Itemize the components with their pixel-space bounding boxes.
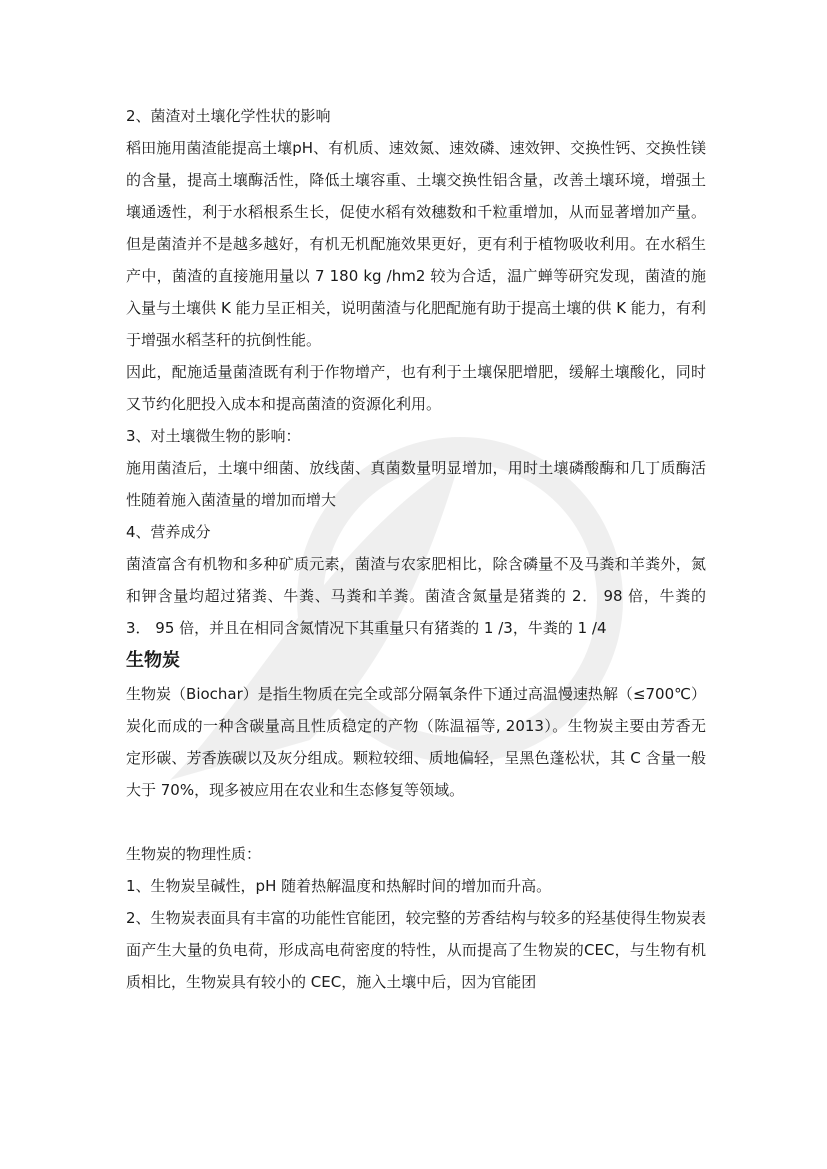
paragraph: 生物炭的物理性质： bbox=[126, 845, 262, 863]
paragraph: 1、生物炭呈碱性，pH 随着热解温度和热解时间的增加而升高。 bbox=[126, 877, 552, 895]
paragraph: 3、对土壤微生物的影响： bbox=[126, 427, 301, 445]
paragraph: 2、生物炭表面具有丰富的功能性官能团，较完整的芳香结构与较多的羟基使得生物炭表面产生大量的负电荷，形成高电荷密度的特性，从而提高了生物炭的CEC，与生物有机质相比，生物炭具有较小的 CEC，施入土壤中后，因为官能团 bbox=[126, 909, 706, 991]
paragraph: 菌渣富含有机物和多种矿质元素，菌渣与农家肥相比，除含磷量不及马粪和羊粪外，氮和钾含量均超过猪粪、牛粪、马粪和羊粪。菌渣含氮量是猪粪的 2． 98 倍，牛粪的 3． 95 倍，并且在相同含氮情况下其重量只有猪粪的 1 /3，牛粪的 1 /4 bbox=[126, 555, 706, 637]
paragraph: 施用菌渣后，土壤中细菌、放线菌、真菌数量明显增加，用时土壤磷酸酶和几丁质酶活性随着施入菌渣量的增加而增大 bbox=[126, 459, 706, 509]
section-heading: 生物炭 bbox=[126, 650, 180, 671]
document-body bbox=[126, 100, 706, 998]
paragraph: 稻田施用菌渣能提高土壤pH、有机质、速效氮、速效磷、速效钾、交换性钙、交换性镁的含量，提高土壤酶活性，降低土壤容重、土壤交换性铝含量，改善土壤环境，增强土壤通透性，利于水稻根系生长，促使水稻有效穗数和千粒重增加，从而显著增加产量。但是菌渣并不是越多越好，有机无机配施效果更好，更有利于植物吸收利用。在水稻生产中，菌渣的直接施用量以 7 180 kg /hm2 较为合适，温广蝉等研究发现，菌渣的施入量与土壤供 K 能力呈正相关，说明菌渣与化肥配施有助于提高土壤的供 K 能力，有利于增强水稻茎秆的抗倒性能。 bbox=[126, 139, 706, 349]
paragraph: 生物炭（Biochar）是指生物质在完全或部分隔氧条件下通过高温慢速热解（≤700℃）炭化而成的一种含碳量高且性质稳定的产物（陈温福等, 2013）。生物炭主要由芳香无定形碳、芳香族碳以及灰分组成。颗粒较细、质地偏轻，呈黑色蓬松状，其 C 含量一般大于 70%，现多被应用在农业和生态修复等领域。 bbox=[126, 685, 706, 799]
blank-line bbox=[126, 806, 706, 838]
paragraph: 因此，配施适量菌渣既有利于作物增产，也有利于土壤保肥增肥，缓解土壤酸化，同时又节约化肥投入成本和提高菌渣的资源化利用。 bbox=[126, 363, 706, 413]
paragraph: 2、菌渣对土壤化学性状的影响 bbox=[126, 107, 331, 125]
paragraph: 4、营养成分 bbox=[126, 523, 211, 541]
